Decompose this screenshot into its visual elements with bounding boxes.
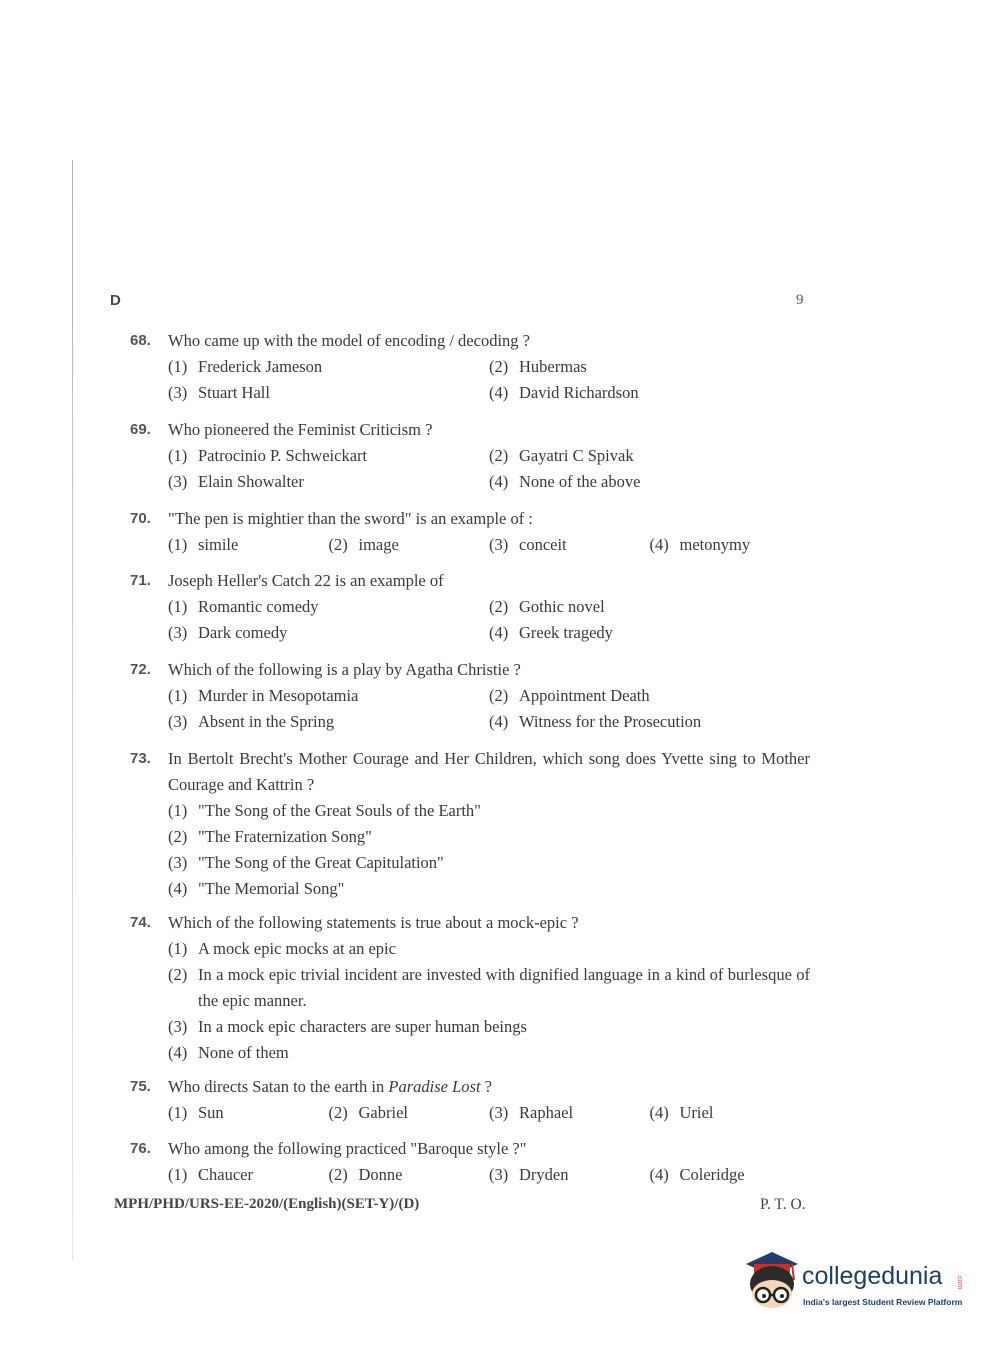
option: (1) Murder in Mesopotamia bbox=[168, 686, 359, 705]
option: (4) Uriel bbox=[649, 1103, 714, 1122]
option: (3) Absent in the Spring bbox=[168, 712, 335, 731]
options bbox=[168, 1100, 810, 1126]
question-75 bbox=[130, 1074, 810, 1126]
option: (4) None of the above bbox=[489, 472, 641, 491]
question-text: Joseph Heller's Catch 22 is an example of bbox=[168, 571, 444, 590]
option: (2) Donne bbox=[328, 1165, 403, 1184]
question-70 bbox=[130, 506, 810, 558]
options bbox=[168, 936, 810, 1066]
question-text: Which of the following is a play by Agatha Christie ? bbox=[168, 660, 521, 679]
option: (1) Sun bbox=[168, 1103, 224, 1122]
question-number: 71. bbox=[130, 572, 151, 589]
option: (2) Gayatri C Spivak bbox=[489, 446, 634, 465]
question-71 bbox=[130, 568, 810, 646]
set-letter: D bbox=[110, 292, 121, 309]
collegedunia-logo[interactable] bbox=[742, 1250, 972, 1320]
question-68 bbox=[130, 328, 810, 406]
question-number: 74. bbox=[130, 914, 151, 931]
option: (2) "The Fraternization Song" bbox=[168, 827, 372, 846]
question-number: 76. bbox=[130, 1140, 151, 1157]
question-74 bbox=[130, 910, 810, 1066]
options bbox=[168, 594, 810, 646]
option: (4) metonymy bbox=[649, 535, 751, 554]
question-text: Who pioneered the Feminist Criticism ? bbox=[168, 420, 433, 439]
option: (1) Chaucer bbox=[168, 1165, 253, 1184]
question-text: Who came up with the model of encoding / decoding ? bbox=[168, 331, 530, 350]
options bbox=[168, 683, 810, 735]
option: (4) David Richardson bbox=[489, 383, 639, 402]
option: (2) Gothic novel bbox=[489, 597, 605, 616]
option: (1) Frederick Jameson bbox=[168, 357, 323, 376]
question-text: Which of the following statements is true about a mock-epic ? bbox=[168, 913, 579, 932]
options bbox=[168, 1162, 810, 1188]
question-number: 69. bbox=[130, 421, 151, 438]
option: (1) "The Song of the Great Souls of the Earth" bbox=[168, 801, 481, 820]
brand-suffix: .com bbox=[956, 1274, 963, 1290]
mascot-icon bbox=[742, 1250, 800, 1312]
question-text: "The pen is mightier than the sword" is an example of : bbox=[168, 509, 533, 528]
question-text: Who among the following practiced "Baroque style ?" bbox=[168, 1139, 527, 1158]
options bbox=[168, 443, 810, 495]
option: (4) Greek tragedy bbox=[489, 623, 613, 642]
page-number: 9 bbox=[796, 292, 804, 308]
option: (2) image bbox=[328, 535, 399, 554]
option: (2) Appointment Death bbox=[489, 686, 650, 705]
brand-tagline: India's largest Student Review Platform bbox=[803, 1297, 963, 1307]
question-text: Who directs Satan to the earth in Paradise Lost ? bbox=[168, 1077, 492, 1096]
question-72 bbox=[130, 657, 810, 735]
option: (1) A mock epic mocks at an epic bbox=[168, 939, 396, 958]
options bbox=[168, 798, 810, 902]
question-number: 72. bbox=[130, 661, 151, 678]
option: (1) simile bbox=[168, 535, 239, 554]
option: (1) Romantic comedy bbox=[168, 597, 319, 616]
question-text: In Bertolt Brecht's Mother Courage and Her Children, which song does Yvette sing to Mother Courage and Kattrin ? bbox=[168, 749, 810, 794]
book-title: Paradise Lost bbox=[388, 1077, 481, 1096]
option: (2) Gabriel bbox=[328, 1103, 408, 1122]
brand-name: collegedunia bbox=[802, 1262, 943, 1290]
options bbox=[168, 354, 810, 406]
paper-code: MPH/PHD/URS-EE-2020/(English)(SET-Y)/(D) bbox=[114, 1196, 420, 1212]
question-76 bbox=[130, 1136, 810, 1188]
option: (4) None of them bbox=[168, 1043, 289, 1062]
option: (3) Dark comedy bbox=[168, 623, 288, 642]
option: (4) Coleridge bbox=[649, 1165, 745, 1184]
question-number: 75. bbox=[130, 1078, 151, 1095]
option: (2) Hubermas bbox=[489, 357, 587, 376]
option: (3) "The Song of the Great Capitulation" bbox=[168, 853, 444, 872]
option: (3) conceit bbox=[489, 535, 567, 554]
option: (3) Raphael bbox=[489, 1103, 574, 1122]
option: (4) Witness for the Prosecution bbox=[489, 712, 702, 731]
options bbox=[168, 532, 810, 558]
pto-label: P. T. O. bbox=[760, 1196, 806, 1213]
question-number: 68. bbox=[130, 332, 151, 349]
option: (1) Patrocinio P. Schweickart bbox=[168, 446, 368, 465]
scan-edge-line bbox=[72, 160, 73, 1260]
option: (2) In a mock epic trivial incident are invested with dignified language in a kind of burlesque of the epic manner. bbox=[168, 965, 810, 1010]
option: (3) Stuart Hall bbox=[168, 383, 270, 402]
option: (3) In a mock epic characters are super human beings bbox=[168, 1017, 527, 1036]
option: (4) "The Memorial Song" bbox=[168, 879, 345, 898]
question-number: 73. bbox=[130, 750, 151, 767]
question-number: 70. bbox=[130, 510, 151, 527]
question-73 bbox=[130, 746, 810, 902]
option: (3) Elain Showalter bbox=[168, 472, 304, 491]
option: (3) Dryden bbox=[489, 1165, 569, 1184]
question-69 bbox=[130, 417, 810, 495]
